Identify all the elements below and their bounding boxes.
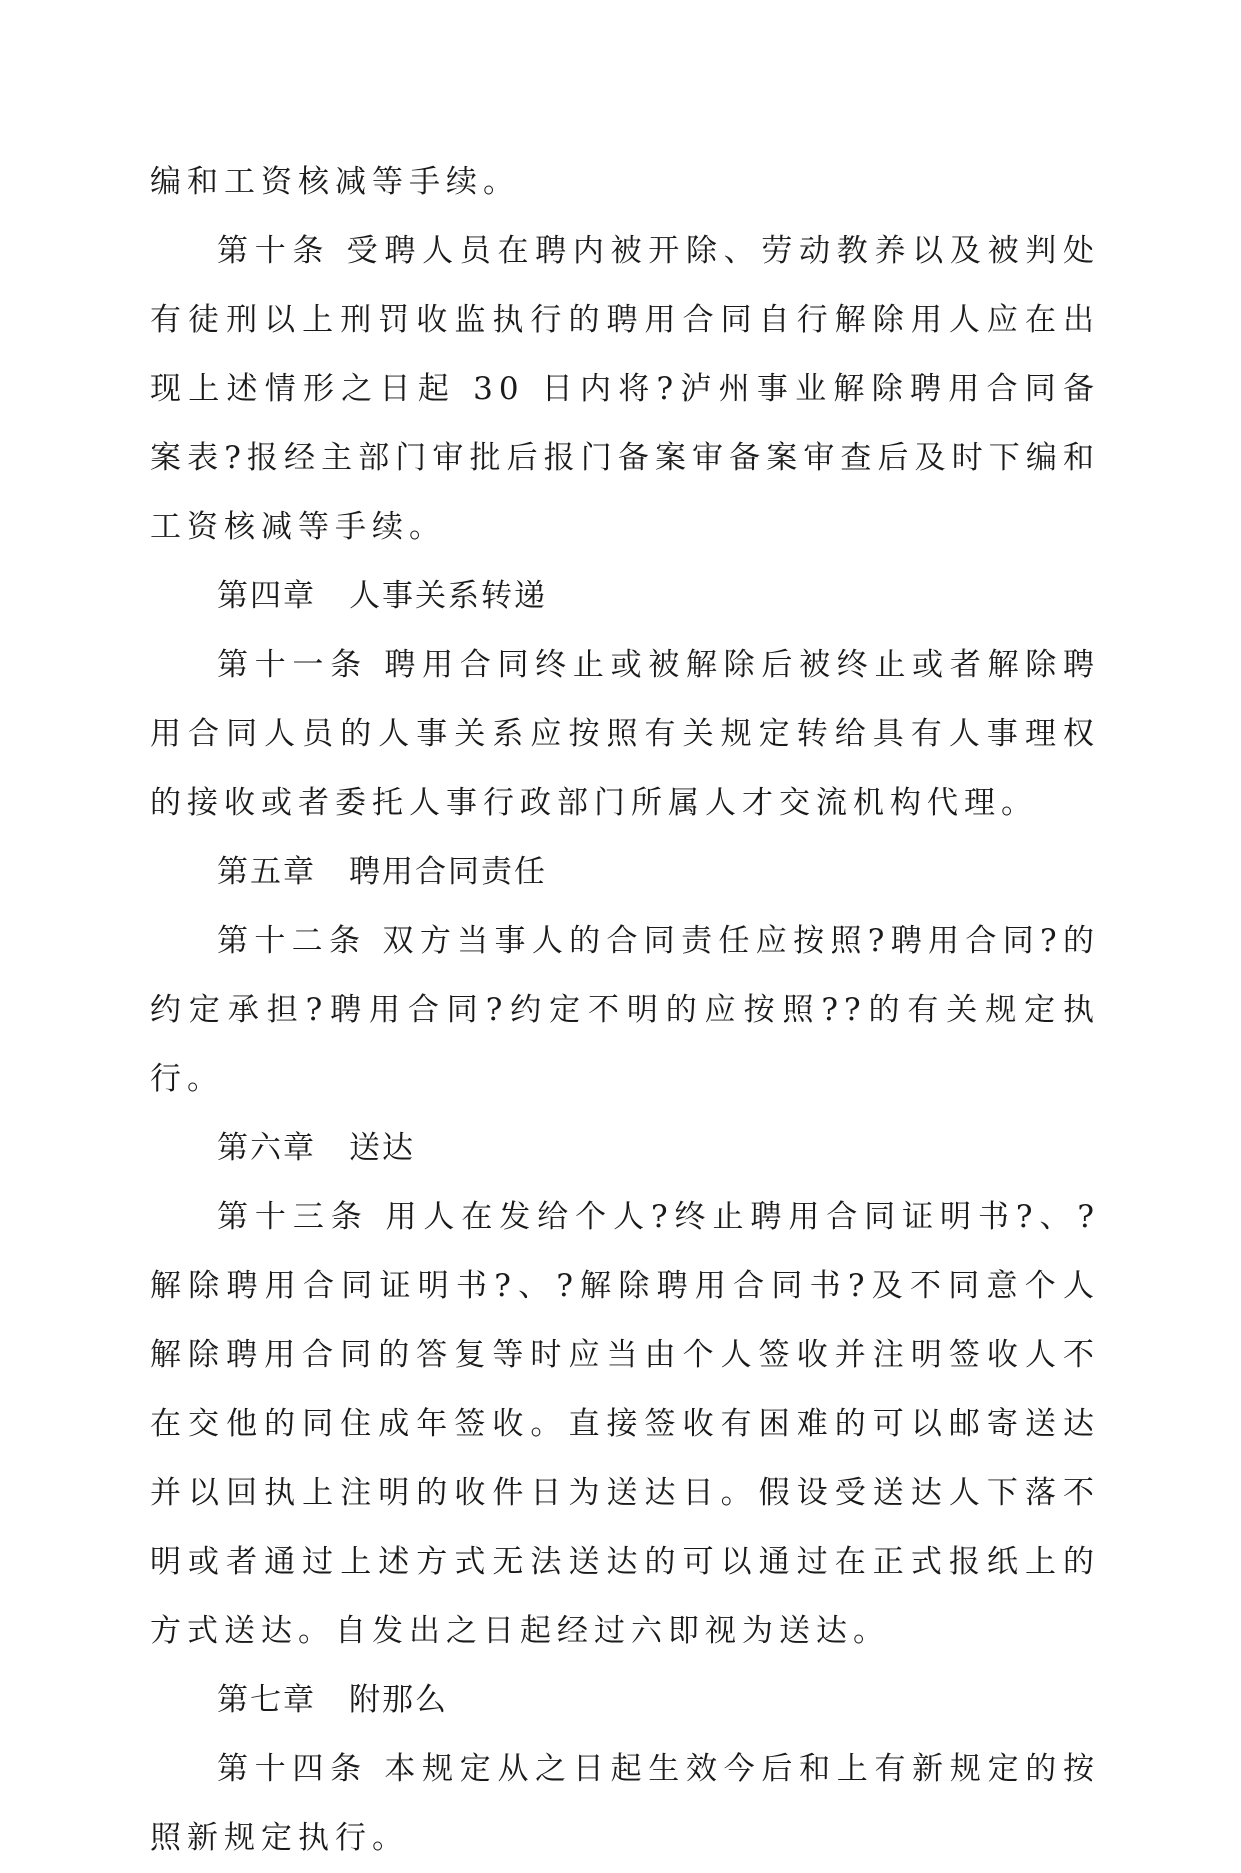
article-10: 第十条 受聘人员在聘内被开除、劳动教养以及被判处有徒刑以上刑罚收监执行的聘用合同自行解除用人应在出现上述情形之日起 30 日内将?泸州事业解除聘用合同备案表?报经主部门审批后报门备案审备案审查后及时下编和工资核减等手续。 xyxy=(150,233,1100,545)
document-body xyxy=(150,148,1100,1873)
chapter-4-heading: 第四章 人事关系转递 xyxy=(217,578,547,614)
article-13: 第十三条 用人在发给个人?终止聘用合同证明书?、?解除聘用合同证明书?、?解除聘用合同书?及不同意个人解除聘用合同的答复等时应当由个人签收并注明签收人不在交他的同住成年签收。直接签收有困难的可以邮寄送达并以回执上注明的收件日为送达日。假设受送达人下落不明或者通过上述方式无法送达的可以通过在正式报纸上的方式送达。自发出之日起经过六即视为送达。 xyxy=(150,1199,1100,1649)
chapter-6-heading: 第六章 送达 xyxy=(217,1130,415,1166)
paragraph-continuation: 编和工资核减等手续。 xyxy=(150,164,520,200)
article-11: 第十一条 聘用合同终止或被解除后被终止或者解除聘用合同人员的人事关系应按照有关规定转给具有人事理权的接收或者委托人事行政部门所属人才交流机构代理。 xyxy=(150,647,1100,821)
article-14: 第十四条 本规定从之日起生效今后和上有新规定的按照新规定执行。 xyxy=(150,1751,1100,1856)
chapter-7-heading: 第七章 附那么 xyxy=(217,1682,448,1718)
chapter-5-heading: 第五章 聘用合同责任 xyxy=(217,854,547,890)
article-12: 第十二条 双方当事人的合同责任应按照?聘用合同?的约定承担?聘用合同?约定不明的应按照??的有关规定执行。 xyxy=(150,923,1100,1097)
